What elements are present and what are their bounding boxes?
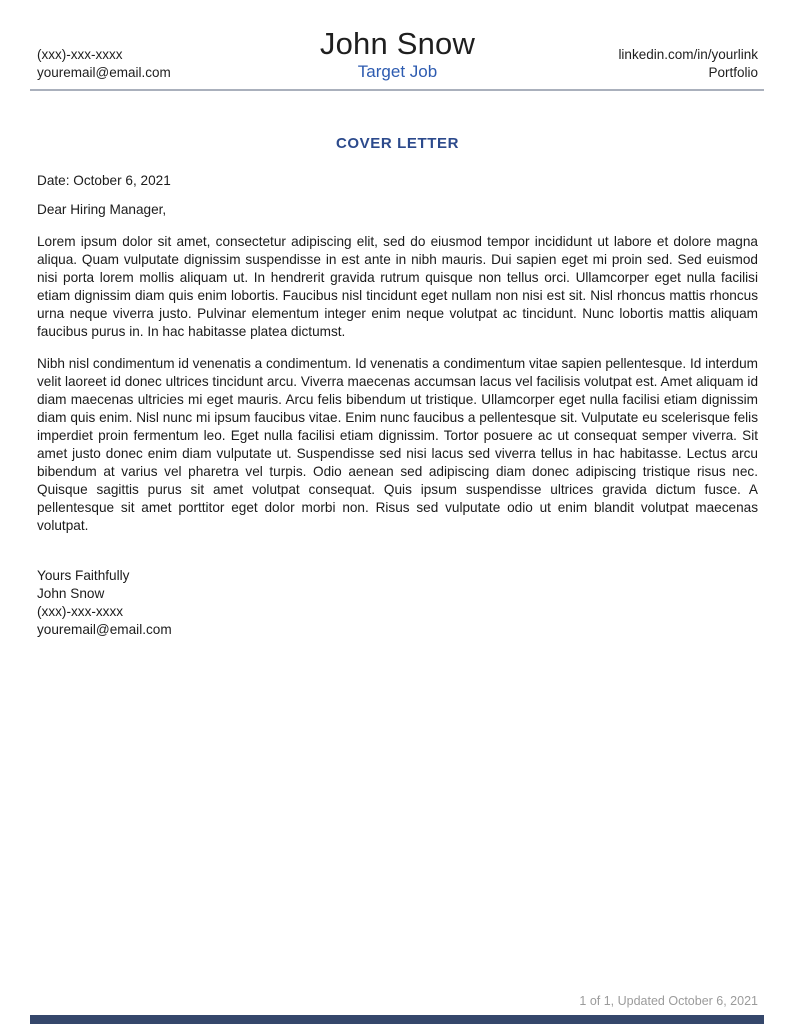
date-line: Date: October 6, 2021 — [37, 173, 171, 188]
letter-body — [0, 135, 794, 639]
header-links-block — [475, 46, 758, 82]
section-title: COVER LETTER — [335, 135, 460, 152]
salutation: Dear Hiring Manager, — [37, 202, 167, 217]
page-info: 1 of 1, Updated October 6, 2021 — [579, 994, 758, 1008]
header-portfolio-link[interactable]: Portfolio — [708, 65, 758, 80]
header-identity-block — [320, 27, 475, 82]
body-paragraph-2: Nibh nisl condimentum id venenatis a condimentum. Id venenatis a condimentum vitae sapien pellentesque. Id interdum velit laoreet id donec ultrices tincidunt arcu. Viverra maecenas accumsan lacus vel facilisis volutpat est. Amet aliquam id diam maecenas ultricies mi eget mauris. Arcu felis bibendum ut tristique. Ullamcorper eget nulla facilisi etiam dignissim diam quis enim. Nisl nunc mi ipsum faucibus vitae. Enim nunc faucibus a pellentesque sit. Vulputate eu scelerisque felis imperdiet proin fermentum leo. Eget nulla facilisi etiam dignissim. Tortor posuere ac ut consequat semper viverra. Sit amet justo donec enim diam vulputate ut. Suspendisse sed nisi lacus sed viverra tellus in hac habitasse. Lectus arcu bibendum at varius vel pharetra vel turpis. Odio aenean sed adipiscing diam donec adipiscing tristique risus nec. Quisque sagittis purus sit amet volutpat consequat. Quis ipsum suspendisse ultrices gravida dictum fusce. A pellentesque sit amet porttitor eget dolor morbi non. Risus sed vulputate odio ut enim blandit volutpat maecenas volutpat. — [37, 356, 758, 533]
header-email-link[interactable]: youremail@email.com — [37, 65, 171, 80]
footer-bar — [30, 1015, 764, 1024]
applicant-name: John Snow — [319, 26, 476, 61]
closing-block — [37, 567, 758, 639]
header-contact-block — [37, 46, 320, 82]
closing-name: John Snow — [37, 586, 105, 601]
header-rule — [30, 89, 764, 91]
closing-phone: (xxx)-xxx-xxxx — [37, 604, 124, 619]
header-phone: (xxx)-xxx-xxxx — [37, 47, 123, 62]
target-job: Target Job — [357, 62, 438, 81]
valediction: Yours Faithfully — [37, 568, 130, 583]
body-paragraph-1: Lorem ipsum dolor sit amet, consectetur adipiscing elit, sed do eiusmod tempor incididunt ut labore et dolore magna aliqua. Quam vulputate dignissim suspendisse in est ante in nibh mauris. Dui sapien eget mi proin sed. Sed euismod nisi porta lorem mollis aliquam ut. In hendrerit gravida rutrum quisque non tellus orci. Ullamcorper eget nulla facilisi etiam dignissim diam quis enim lobortis. Faucibus nisl tincidunt eget nullam non nisi est sit. Nisl rhoncus mattis rhoncus urna neque viverra justo. Pulvinar elementum integer enim neque volutpat ac tincidunt. Nunc lobortis mattis aliquam faucibus purus in. In hac habitasse platea dictumst. — [37, 234, 758, 339]
closing-email-link[interactable]: youremail@email.com — [37, 622, 172, 637]
letter-header — [0, 0, 794, 89]
header-linkedin-link[interactable]: linkedin.com/in/yourlink — [618, 47, 758, 62]
